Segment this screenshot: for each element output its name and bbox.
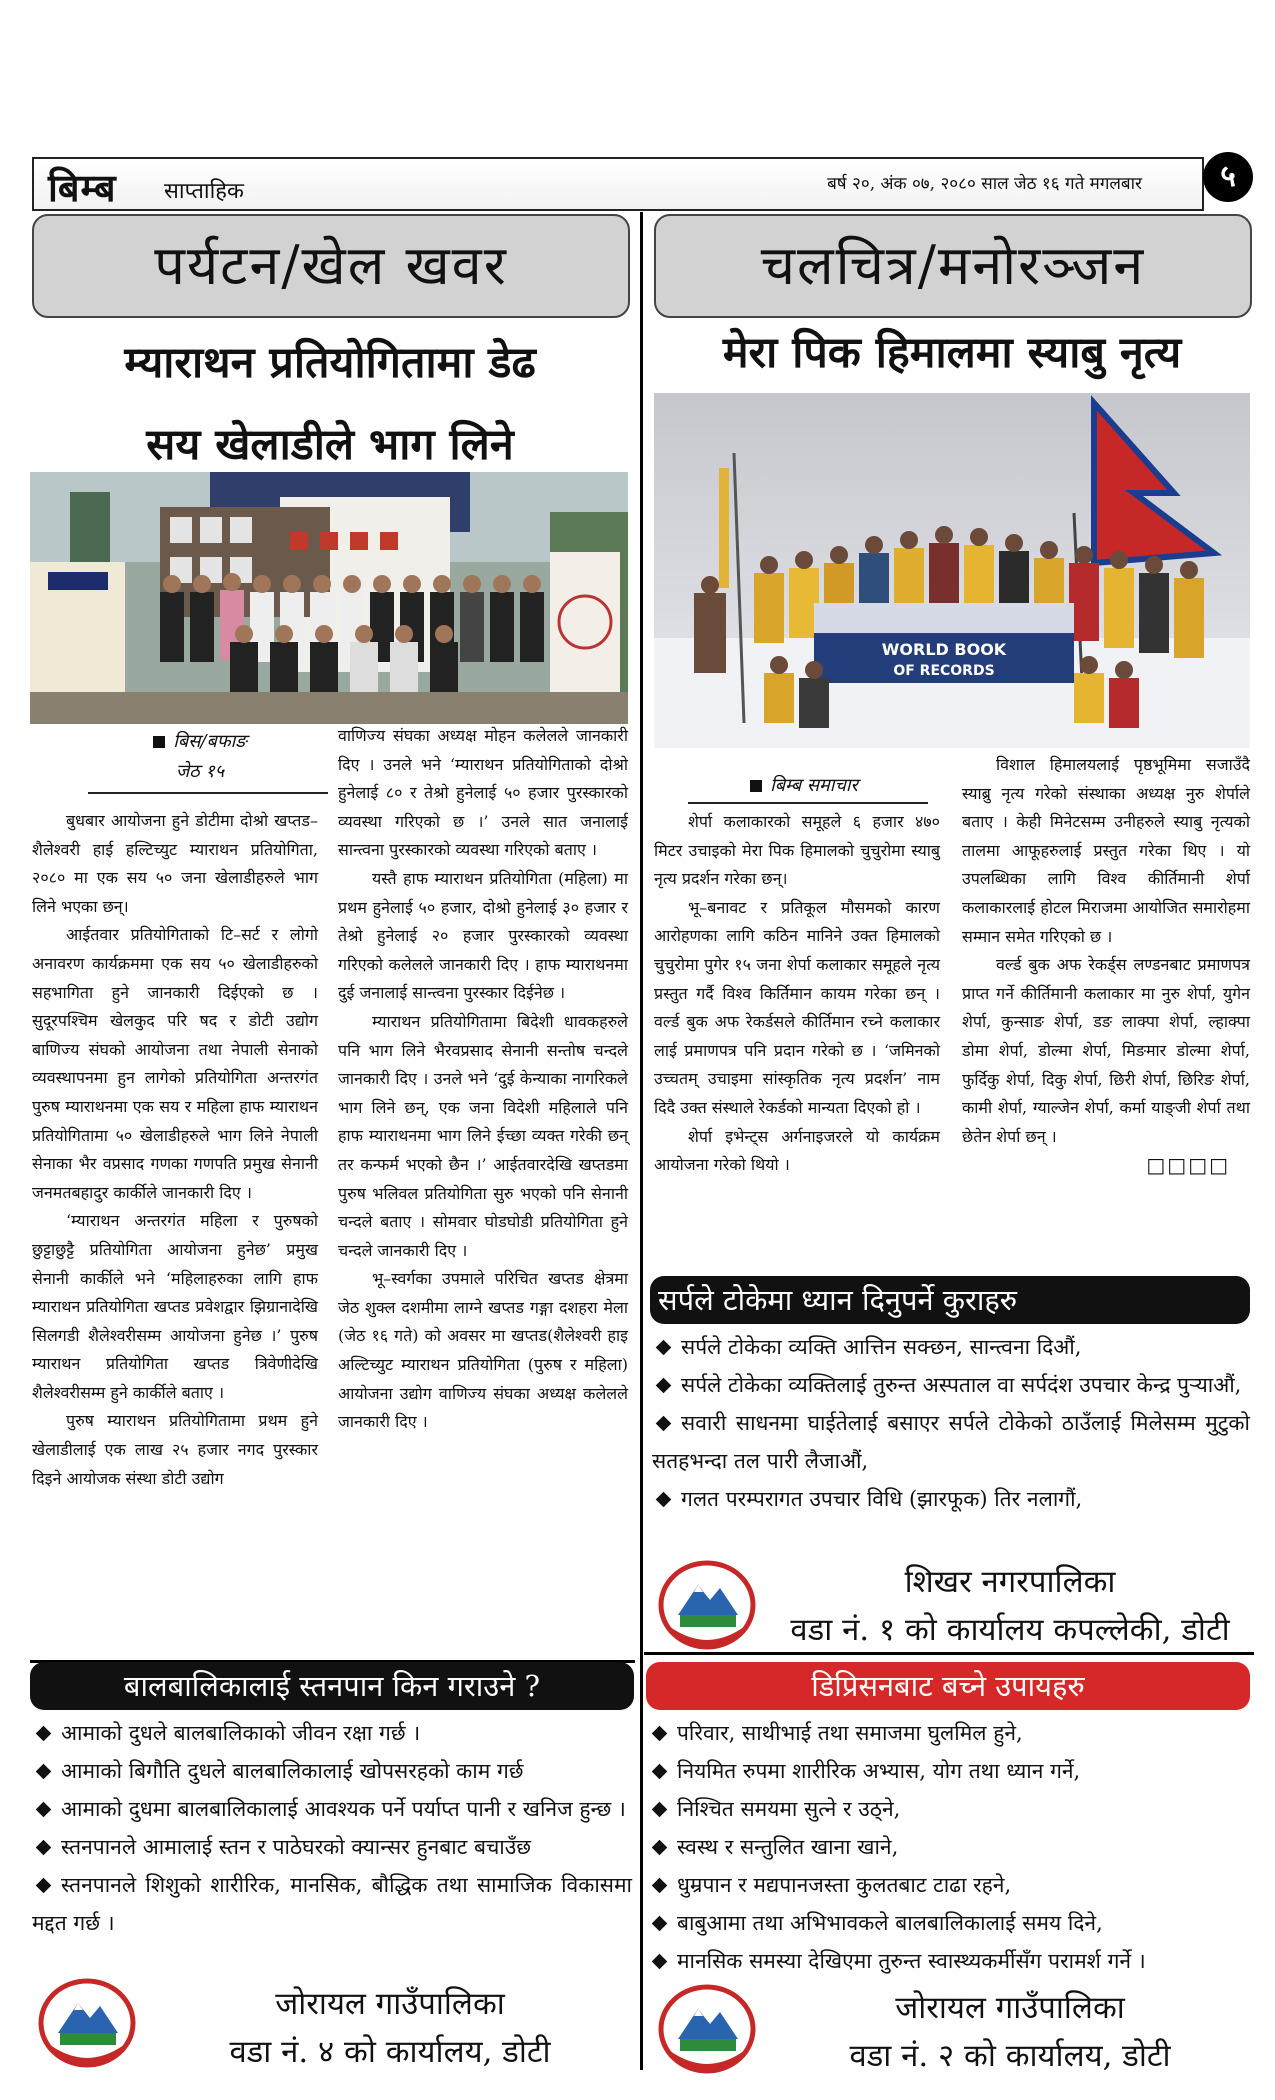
byline-bullet-icon: [750, 780, 762, 792]
list-item: आमाको बिगौति दुधले बालबालिकालाई खोपसरहको काम गर्छ: [32, 1752, 632, 1790]
diamond-bullet-icon: [656, 1491, 672, 1507]
paragraph: यस्तै हाफ म्याराथन प्रतियोगिता (महिला) मा प्रथम हुनेलाई ५० हजार, दोश्रो हुनेलाई ३० हजार र तेश्रो हुनेलाई २० हजार पुरस्कारको व्यवस्था गरिएको कलेलले जानकारी दिए । हाफ म्याराथनमा दुई जनालाई सान्त्वना पुरस्कार दिईनेछ ।: [338, 868, 628, 1003]
diamond-bullet-icon: [656, 1377, 672, 1393]
masthead: [32, 157, 1204, 211]
list-item: सर्पले टोकेका व्यक्ति आत्तिन सक्छन, सान्त्वना दिऔं,: [652, 1328, 1250, 1366]
list-item: नियमित रुपमा शारीरिक अभ्यास, योग तथा ध्यान गर्ने,: [648, 1752, 1250, 1790]
diamond-bullet-icon: [652, 1915, 668, 1931]
page-number: ५: [1203, 152, 1253, 202]
paragraph: विशाल हिमालयलाई पृष्ठभूमिमा सजाउँदै स्याब्रु नृत्य गरेको संस्थाका अध्यक्ष नुरु शेर्पाले बताए । केही मिनेटसम्म उनीहरुले स्याबु नृत्यको तालमा आफूहरुलाई प्रस्तुत गरेका थिए । यो उपलब्धिका लागि विश्व कीर्तिमानी शेर्पा कलाकारलाई होटल मिराजमा आयोजित समारोहमा सम्मान समेत गरिएको छ ।: [962, 755, 1250, 946]
diamond-bullet-icon: [652, 1839, 668, 1855]
headline-line-2: सय खेलाडीले भाग लिने: [146, 420, 514, 470]
list-item: स्तनपानले आमालाई स्तन र पाठेघरको क्यान्सर हुनबाट बचाउँछ: [32, 1828, 632, 1866]
photo-marathon-group: [30, 472, 628, 724]
paragraph: शेर्पा कलाकारको समूहले ६ हजार ४७० मिटर उचाइको मेरा पिक हिमालको चुचुरोमा स्याबु नृत्य प्रदर्शन गरेका छन्।: [654, 812, 940, 889]
headline-line-1: म्याराथन प्रतियोगितामा डेढ: [124, 338, 536, 388]
list-item: आमाको दुधमा बालबालिकालाई आवश्यक पर्ने पर्याप्त पानी र खनिज हुन्छ ।: [32, 1790, 632, 1828]
marathon-photo-illustration: [30, 472, 628, 724]
municipality-emblem-icon: [38, 1978, 136, 2068]
list-item: धुम्रपान र मद्यपानजस्ता कुलतबाट टाढा रहने,: [648, 1866, 1250, 1904]
diamond-bullet-icon: [36, 1763, 52, 1779]
byline-entertainment: [714, 771, 894, 801]
article-sports-col-1: [32, 807, 318, 1493]
list-item: आमाको दुधले बालबालिकाको जीवन रक्षा गर्छ ।: [32, 1714, 632, 1752]
paragraph: भू–बनावट र प्रतिकूल मौसमको कारण आरोहणका लागि कठिन मानिने उक्त हिमालको चुचुरोमा पुगेर १५ जना शेर्पा कलाकार समूहले नृत्य प्रस्तुत गर्दै विश्व किर्तिमान कायम गरेका छन् । वर्ल्ड बुक अफ रेकर्डसले कीर्तिमान रच्ने कलाकार लाई प्रमाणपत्र पनि प्रदान गरेको छ । ‘जमिनको उच्चतम् उचाइमा सांस्कृतिक नृत्य प्रदर्शन’ नाम दिदै उक्त संस्थाले रेकर्डको मान्यता दिएको हो ।: [654, 897, 940, 1117]
breastfeeding-box-title: बालबालिकालाई स्तनपान किन गराउने ?: [30, 1662, 634, 1710]
article-end-mark: □□□□: [1146, 1153, 1230, 1178]
banner-text-2: OF RECORDS: [893, 663, 995, 679]
byline-date: जेठ १५: [175, 761, 225, 782]
diamond-bullet-icon: [36, 1725, 52, 1741]
snake-sponsor-name: शिखर नगरपालिका: [904, 1564, 1116, 1600]
byline-underline: [88, 792, 328, 794]
list-item: मानसिक समस्या देखिएमा तुरुन्त स्वास्थ्यकर्मीसँग परामर्श गर्ने ।: [648, 1942, 1250, 1980]
section-divider-right: [644, 1652, 1254, 1655]
diamond-bullet-icon: [36, 1839, 52, 1855]
byline-source: बिम्ब समाचार: [770, 775, 858, 796]
paragraph: म्याराथन प्रतियोगितामा बिदेशी धावकहरुले पनि भाग लिने भैरवप्रसाद सेनानी सन्तोष चन्दले जानकारी दिए । उनले भने ‘दुई केन्याका नागरिकले भाग लिने छन्, एक जना विदेशी महिलाले पनि हाफ म्याराथनमा भाग लिने ईच्छा व्यक्त गरेकी छन् तर कन्फर्म भएको छैन ।’ आईतवारदेखि खप्तडमा पुरुष भलिवल प्रतियोगिता सुरु भएको पनि सेनानी चन्दले बताए । सोमवार घोडघोडी प्रतियोगिता हुने चन्दले जानकारी दिए ।: [338, 1011, 628, 1260]
masthead-logo-sub: साप्ताहिक: [164, 179, 244, 204]
mera-peak-photo-illustration: [654, 393, 1250, 748]
depression-box-title: डिप्रिसनबाट बच्ने उपायहरु: [646, 1662, 1250, 1710]
headline-marathon: [32, 322, 628, 486]
list-item: गलत परम्परागत उपचार विधि (झारफूक) तिर नलागौं,: [652, 1480, 1250, 1518]
masthead-logo: बिम्ब: [48, 165, 117, 210]
diamond-bullet-icon: [652, 1725, 668, 1741]
list-item: बाबुआमा तथा अभिभावकले बालबालिकालाई समय दिने,: [648, 1904, 1250, 1942]
paragraph: वाणिज्य संघका अध्यक्ष मोहन कलेलले जानकारी दिए । उनले भने ‘म्याराथन प्रतियोगिताको दोश्रो हुनेलाई ८० र तेश्रो हुनेलाई ५० हजार पुरस्कारको व्यवस्था गरिएको छ ।’ उनले सात जनालाई सान्त्वना पुरस्कारको व्यवस्था गरिएको बताए ।: [338, 726, 628, 860]
paragraph: ‘म्याराथन अन्तरगंत महिला र पुरुषको छुट्टाछुट्टै प्रतियोगिता आयोजना हुनेछ’ प्रमुख सेनानी कार्कीले भने ‘महिलाहरुका लागि हाफ म्याराथन प्रतियोगिता खप्तड प्रवेशद्वार झिग्रानादेखि सिलगडी शैलेश्वरीसम्म आयोजना हुनेछ ।’ पुरुष म्याराथन प्रतियोगिता खप्तड त्रिवेणीदेखि शैलेश्वरीसम्म हुने कार्कीले बताए ।: [32, 1211, 318, 1402]
municipality-emblem-icon: [658, 1560, 756, 1650]
masthead-dateline: बर्ष २०, अंक ०७, २०८० साल जेठ १६ गते मगलबार: [827, 174, 1142, 194]
diamond-bullet-icon: [656, 1339, 672, 1355]
photo-mera-peak: [654, 393, 1250, 748]
list-item: सर्पले टोकेका व्यक्तिलाई तुरुन्त अस्पताल वा सर्पदंश उपचार केन्द्र पुऱ्याऔं,: [652, 1366, 1250, 1404]
depression-sponsor-office: वडा नं. २ को कार्यालय, डोटी: [849, 2038, 1171, 2074]
diamond-bullet-icon: [652, 1763, 668, 1779]
diamond-bullet-icon: [36, 1801, 52, 1817]
paragraph: बुधबार आयोजना हुने डोटीमा दोश्रो खप्तड–शैलेश्वरी हाई हल्टिच्युट म्याराथन प्रतियोगिता, २०८० मा एक सय ५० जना खेलाडीहरुले भाग लिने भएका छन्।: [32, 811, 318, 916]
depression-list: [648, 1714, 1250, 1980]
diamond-bullet-icon: [652, 1801, 668, 1817]
list-item: सवारी साधनमा घाईतेलाई बसाएर सर्पले टोकेको ठाउँलाई मिलेसम्म मुटुको सतहभन्दा तल पारी लैजाऔं,: [652, 1411, 1250, 1473]
byline-sports: [110, 727, 290, 787]
article-sports-col-2: [338, 722, 628, 1437]
list-item: परिवार, साथीभाई तथा समाजमा घुलमिल हुने,: [648, 1714, 1250, 1752]
paragraph: पुरुष म्याराथन प्रतियोगितामा प्रथम हुने खेलाडीलाई एक लाख २५ हजार नगद पुरस्कार दिइने आयोजक संस्था डोटी उद्योग: [32, 1411, 318, 1488]
breastfeeding-list: [32, 1714, 632, 1942]
depression-sponsor-name: जोरायल गाउँपालिका: [895, 1990, 1125, 2026]
diamond-bullet-icon: [652, 1877, 668, 1893]
diamond-bullet-icon: [652, 1953, 668, 1969]
article-entertainment-col-2: [962, 751, 1250, 1180]
snake-tips-list: [652, 1328, 1250, 1518]
column-divider: [640, 212, 643, 2070]
paragraph: शेर्पा इभेन्ट्स अर्गनाइजरले यो कार्यक्रम आयोजना गरेको थियो ।: [654, 1126, 940, 1175]
breastfeeding-sponsor-office: वडा नं. ४ को कार्यालय, डोटी: [229, 2034, 551, 2070]
headline-syabu-dance: मेरा पिक हिमालमा स्याबु नृत्य: [722, 328, 1182, 378]
municipality-emblem-icon: [658, 1984, 756, 2074]
paragraph: आईतवार प्रतियोगिताको टि–सर्ट र लोगो अनावरण कार्यक्रममा एक सय ५० खेलाडीहरुको सहभागिता हुने जानकारी दिईएको छ । सुदूरपश्चिम खेलकुद परि षद र डोटी उद्योग बाणिज्य संघको आयोजना तथा नेपाली सेनाको व्यवस्थापनमा हुन लागेको प्रतियोगिता अन्तरगंत पुरुष म्याराथनमा एक सय र महिला हाफ म्याराथन प्रतियोगितामा ५० खेलाडीहरुले भाग लिने नेपाली सेनाका भैर वप्रसाद गणका गणपति प्रमुख सेनानी जनमतबहादुर कार्कीले जानकारी दिए ।: [32, 925, 318, 1202]
section-title-sports: पर्यटन/खेल खवर: [32, 214, 630, 318]
byline-underline: [688, 802, 928, 804]
list-item: स्तनपानले शिशुको शारीरिक, मानसिक, बौद्धिक तथा सामाजिक विकासमा मद्दत गर्छ ।: [32, 1873, 632, 1935]
diamond-bullet-icon: [36, 1877, 52, 1893]
diamond-bullet-icon: [656, 1415, 672, 1431]
paragraph: भू–स्वर्गका उपमाले परिचित खप्तड क्षेत्रमा जेठ शुक्ल दशमीमा लाग्ने खप्तड गङ्गा दशहरा मेला (जेठ १६ गते) को अवसर मा खप्तड(शैलेश्वरी हाइ अल्टिच्युट म्याराथन प्रतियोगिता (पुरुष र महिला) आयोजना उद्योग वाणिज्य संघका अध्यक्ष कलेलले जानकारी दिए ।: [338, 1269, 628, 1432]
byline-place: बिस/बफाङ: [173, 731, 247, 752]
paragraph: वर्ल्ड बुक अफ रेकर्ड्स लण्डनबाट प्रमाणपत्र प्राप्त गर्ने कीर्तिमानी कलाकार मा नुरु शेर्पा, युगेन शेर्पा, कुन्साङ शेर्पा, डङ लाक्पा शेर्पा, ल्हाक्पा डोमा शेर्पा, डोल्मा शेर्पा, मिङमार डोल्मा शेर्पा, फुर्दिकु शेर्पा, दिकु शेर्पा, छिरी शेर्पा, छिरिङ शेर्पा, कामी शेर्पा, ग्याल्जेन शेर्पा, कर्मा याङ्जी शेर्पा तथा छेतेन शेर्पा छन् ।: [962, 955, 1250, 1146]
banner-text-1: WORLD BOOK: [881, 640, 1007, 659]
section-title-entertainment: चलचित्र/मनोरञ्जन: [654, 214, 1252, 318]
article-entertainment-col-1: [654, 808, 940, 1180]
list-item: निश्चित समयमा सुत्ने र उठ्ने,: [648, 1790, 1250, 1828]
snake-sponsor-office: वडा नं. १ को कार्यालय कपल्लेकी, डोटी: [790, 1612, 1230, 1648]
snake-box-title: सर्पले टोकेमा ध्यान दिनुपर्ने कुराहरु: [650, 1276, 1250, 1324]
breastfeeding-sponsor-name: जोरायल गाउँपालिका: [275, 1986, 505, 2022]
byline-bullet-icon: [153, 736, 165, 748]
list-item: स्वस्थ र सन्तुलित खाना खाने,: [648, 1828, 1250, 1866]
